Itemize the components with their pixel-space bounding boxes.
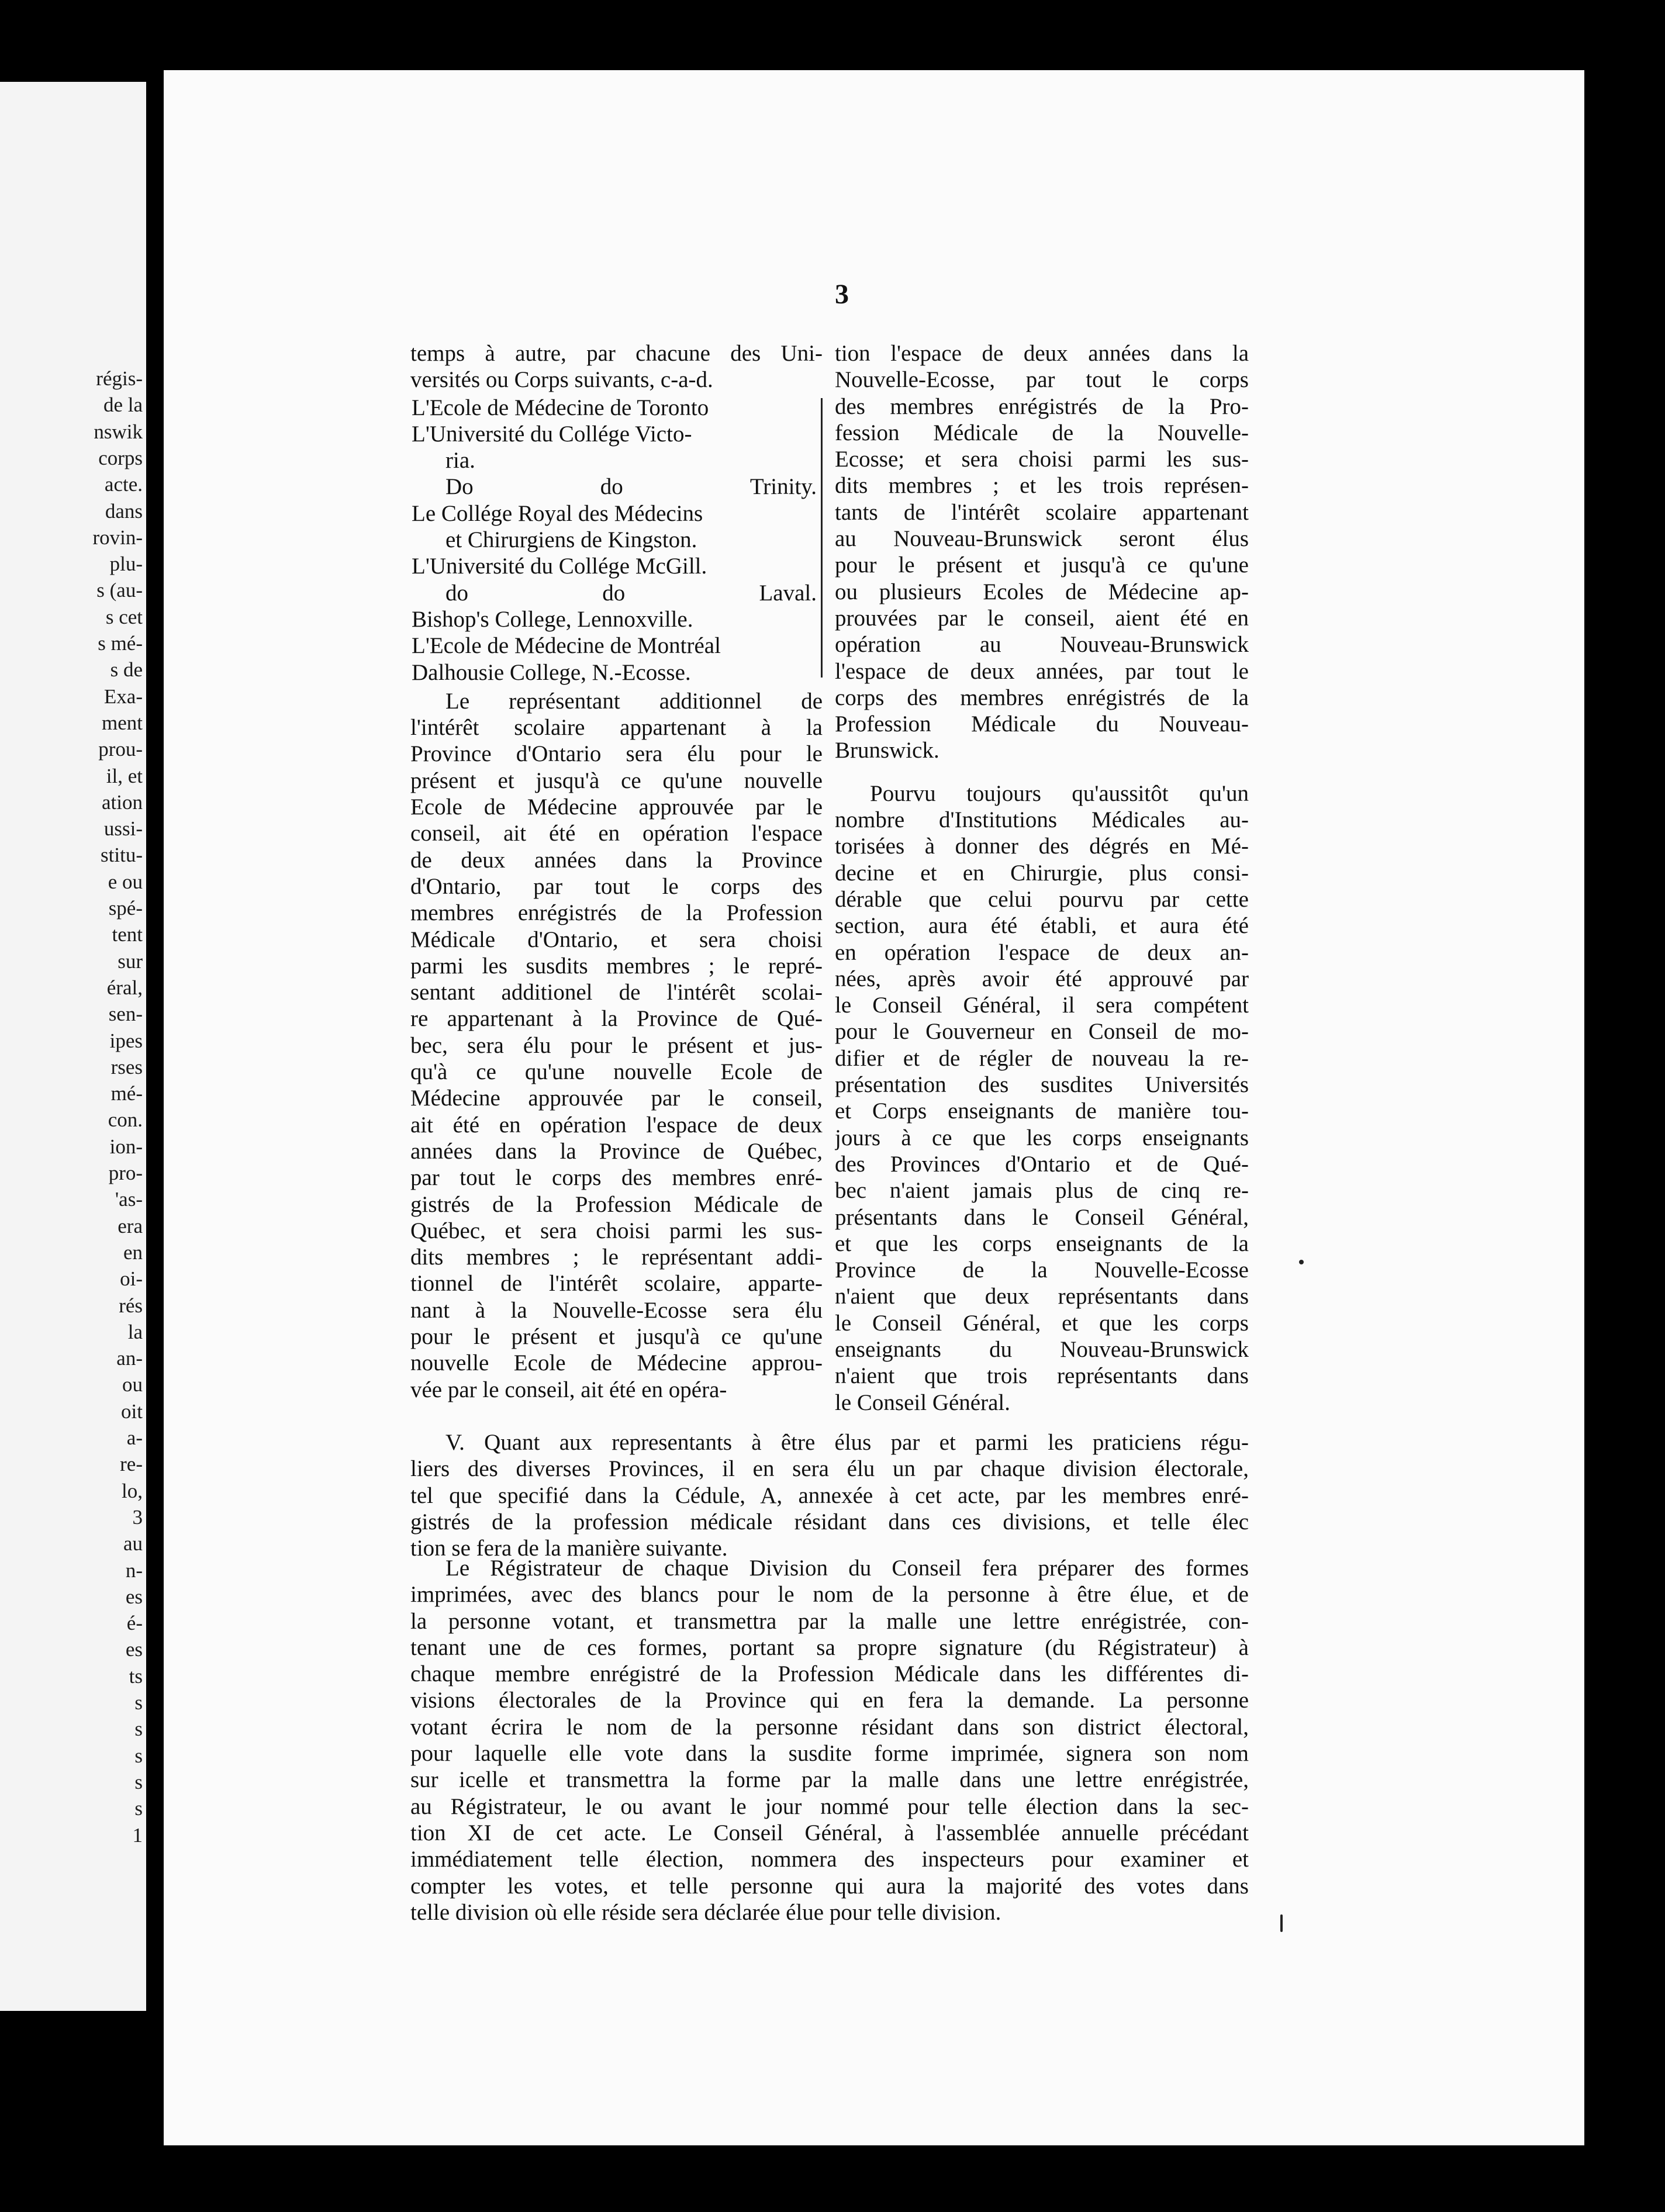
text-line: Province de la Nouvelle-Ecosse xyxy=(835,1257,1249,1283)
facing-page-fragment: s cet xyxy=(105,605,143,628)
facing-page-fragment: dans xyxy=(105,499,143,523)
text-line: pour le Gouverneur en Conseil de mo- xyxy=(835,1019,1249,1045)
text-line: nouvelle Ecole de Médecine approu- xyxy=(410,1350,823,1376)
ditto-cell: do xyxy=(445,580,468,606)
text-line: nées, après avoir été approuvé par xyxy=(835,966,1249,991)
text-line: le Conseil Général. xyxy=(835,1390,1010,1415)
text-line: pour le présent et jusqu'à ce qu'une xyxy=(410,1323,823,1349)
text-line: enseignants du Nouveau-Brunswick xyxy=(835,1336,1249,1362)
facing-page-fragment: s xyxy=(134,1717,143,1741)
text-line: gistrés de la profession médicale résidant dans ces divisions, et telle élec xyxy=(410,1509,1249,1534)
text-line: tion se fera de la manière suivante. xyxy=(410,1536,728,1561)
facing-page-fragment: sur xyxy=(118,949,143,973)
text-line: jours à ce que les corps enseignants xyxy=(835,1125,1249,1150)
facing-page-fragment: s mé- xyxy=(98,632,143,655)
text-line: n'aient que trois représentants dans xyxy=(835,1363,1249,1389)
text-line: bec, sera élu pour le présent et jus- xyxy=(410,1032,823,1058)
facing-page-fragment: a- xyxy=(126,1426,143,1449)
text-line: et que les corps enseignants de la xyxy=(835,1231,1249,1256)
speck xyxy=(1299,1260,1304,1264)
facing-page-fragment: re- xyxy=(120,1453,143,1476)
text-line: prouvées par le conseil, aient été en xyxy=(835,605,1249,631)
text-line: années dans la Province de Québec, xyxy=(410,1138,823,1164)
institution-list xyxy=(410,395,823,686)
text-line: imprimées, avec des blancs pour le nom de la personne à être élue, et de xyxy=(410,1582,1249,1608)
facing-page-fragment: oi- xyxy=(120,1267,143,1291)
page-number: 3 xyxy=(835,279,849,310)
text-line: vée par le conseil, ait été en opéra- xyxy=(410,1377,727,1402)
facing-page-fragment: ipes xyxy=(109,1029,143,1052)
facing-page-fragment: s xyxy=(134,1770,143,1793)
text-line: votant écrira le nom de la personne résidant dans son district électoral, xyxy=(410,1714,1249,1740)
facing-page-fragment: sen- xyxy=(108,1003,143,1026)
text-line: Province d'Ontario sera élu pour le xyxy=(410,741,823,767)
facing-page-fragment: s de xyxy=(110,658,143,682)
facing-page-fragment: stitu- xyxy=(101,844,143,867)
ditto-cell: Laval. xyxy=(759,580,817,606)
facing-page-fragment: é- xyxy=(126,1612,143,1635)
facing-page-fragment: e ou xyxy=(108,870,143,893)
scan-border xyxy=(1584,0,1665,2212)
institution-entry: ria. xyxy=(445,448,475,473)
institution-entry: L'Université du Collége McGill. xyxy=(412,554,707,579)
text-line: tel que specifié dans la Cédule, A, annexée à cet acte, par les membres enré- xyxy=(410,1482,1249,1508)
text-line: Québec, et sera choisi parmi les sus- xyxy=(410,1218,823,1243)
facing-page-fragment: mé- xyxy=(110,1082,143,1105)
text-line: des membres enrégistrés de la Pro- xyxy=(835,393,1249,419)
text-line: par tout le corps des membres enré- xyxy=(410,1165,823,1191)
facing-page-fragment: Exa- xyxy=(103,685,143,708)
text-line: l'intérêt scolaire appartenant à la xyxy=(410,715,823,741)
text-line: gistrés de la Profession Médicale de xyxy=(410,1191,823,1217)
binding-gutter xyxy=(146,0,164,2212)
facing-page-fragment: 'as- xyxy=(115,1188,143,1211)
text-line: tionnel de l'intérêt scolaire, apparte- xyxy=(410,1271,823,1297)
facing-page-fragment: au xyxy=(123,1532,143,1556)
text-line: le Conseil Général, et que les corps xyxy=(835,1310,1249,1336)
text-line: nombre d'Institutions Médicales au- xyxy=(835,807,1249,833)
facing-page-fragment: 1 xyxy=(132,1823,143,1847)
facing-page xyxy=(0,82,146,2011)
facing-page-fragment: ment xyxy=(102,711,143,734)
text-line: Médicale d'Ontario, et sera choisi xyxy=(410,927,823,952)
facing-page-fragment: era xyxy=(118,1214,143,1238)
facing-page-fragment: plu- xyxy=(109,552,143,576)
facing-page-fragment: ts xyxy=(129,1664,143,1688)
institution-entry: et Chirurgiens de Kingston. xyxy=(445,527,697,553)
text-line: dérable que celui pourvu par cette xyxy=(835,886,1249,912)
left-intro xyxy=(410,340,823,393)
ditto-cell: do xyxy=(600,474,623,500)
text-line: sur icelle et transmettra la forme par la malle dans une lettre enrégistrée, xyxy=(410,1767,1249,1793)
text-line: d'Ontario, par tout le corps des xyxy=(410,873,823,899)
institution-entry: L'Ecole de Médecine de Toronto xyxy=(412,395,709,420)
ditto-cell: Do xyxy=(445,474,474,500)
institution-entry xyxy=(410,580,823,606)
facing-page-fragment: s xyxy=(134,1797,143,1820)
text-line: corps des membres enrégistrés de la xyxy=(835,685,1249,710)
text-line: n'aient que deux représentants dans xyxy=(835,1284,1249,1309)
text-line: Profession Médicale du Nouveau- xyxy=(835,711,1249,737)
speck xyxy=(1280,1914,1283,1932)
text-line: Le Régistrateur de chaque Division du Conseil fera préparer des formes xyxy=(445,1556,1249,1581)
text-line: V. Quant aux representants à être élus par et parmi les praticiens régu- xyxy=(445,1430,1249,1455)
facing-page-fragment: prou- xyxy=(98,738,143,761)
institution-entry xyxy=(410,473,823,500)
text-line: ait été en opération l'espace de deux xyxy=(410,1112,823,1138)
institution-entry: Le Collége Royal des Médecins xyxy=(412,500,703,526)
text-line: decine et en Chirurgie, plus consi- xyxy=(835,860,1249,886)
institution-entry: Dalhousie College, N.-Ecosse. xyxy=(412,659,691,685)
facing-page-fragment: acte. xyxy=(104,473,143,496)
text-line: Médecine approuvée par le conseil, xyxy=(410,1086,823,1111)
facing-page-fragment: nswik xyxy=(94,420,143,443)
text-line: conseil, ait été en opération l'espace xyxy=(410,821,823,846)
text-line: Le représentant additionnel de xyxy=(445,688,823,714)
text-line: difier et de régler de nouveau la re- xyxy=(835,1045,1249,1071)
text-line: immédiatement telle élection, nommera des inspecteurs pour examiner et xyxy=(410,1847,1249,1872)
text-line: au Nouveau-Brunswick seront élus xyxy=(835,526,1249,552)
text-line: qu'à ce qu'une nouvelle Ecole de xyxy=(410,1059,823,1085)
facing-page-fragment: pro- xyxy=(108,1162,143,1184)
ditto-cell: Trinity. xyxy=(749,474,817,500)
text-line: compter les votes, et telle personne qui aura la majorité des votes dans xyxy=(410,1873,1249,1899)
text-line: pour laquelle elle vote dans la susdite forme imprimée, signera son nom xyxy=(410,1741,1249,1767)
text-line: tenant une de ces formes, portant sa propre signature (du Régistrateur) à xyxy=(410,1634,1249,1660)
text-line: tion l'espace de deux années dans la xyxy=(835,341,1249,366)
facing-page-fragment: lo, xyxy=(122,1479,143,1502)
facing-page-fragment: spé- xyxy=(108,897,143,920)
text-line: torisées à donner des dégrés en Mé- xyxy=(835,834,1249,859)
text-line: nant à la Nouvelle-Ecosse sera élu xyxy=(410,1297,823,1323)
text-line: ou plusieurs Ecoles de Médecine ap- xyxy=(835,579,1249,604)
text-line: pour le présent et jusqu'à ce qu'une xyxy=(835,552,1249,578)
text-line: Ecole de Médecine approuvée par le xyxy=(410,794,823,820)
text-line: Brunswick. xyxy=(835,738,939,763)
text-line: présent et jusqu'à ce qu'une nouvelle xyxy=(410,768,823,793)
text-line: re appartenant à la Province de Qué- xyxy=(410,1006,823,1032)
text-line: des Provinces d'Ontario et de Qué- xyxy=(835,1151,1249,1177)
text-line: section, aura été établi, et aura été xyxy=(835,913,1249,939)
text-line: membres enrégistrés de la Profession xyxy=(410,900,823,926)
text-line: de deux années dans la Province xyxy=(410,847,823,873)
text-line: bec n'aient jamais plus de cinq re- xyxy=(835,1178,1249,1204)
right-column xyxy=(835,340,1249,1416)
text-line: et Corps enseignants de manière tou- xyxy=(835,1098,1249,1124)
registrar-paragraph xyxy=(410,1555,1249,1926)
right-paragraph-2 xyxy=(835,780,1249,1416)
text-line: versités ou Corps suivants, c-a-d. xyxy=(410,367,713,393)
facing-page-fragment: de la xyxy=(103,393,143,417)
text-line: liers des diverses Provinces, il en sera élu un par chaque division électorale, xyxy=(410,1456,1249,1482)
institution-entry: L'Ecole de Médecine de Montréal xyxy=(412,633,721,659)
facing-page-fragment: tent xyxy=(112,923,143,946)
text-line: l'espace de deux années, par tout le xyxy=(835,658,1249,684)
text-line: sentant additionel de l'intérêt scolai- xyxy=(410,980,823,1005)
text-line: Nouvelle-Ecosse, par tout le corps xyxy=(835,367,1249,393)
text-line: Ecosse; et sera choisi parmi les sus- xyxy=(835,447,1249,472)
facing-page-fragment: rés xyxy=(119,1294,143,1317)
text-line: la personne votant, et transmettra par la malle une lettre enrégistrée, con- xyxy=(410,1608,1249,1634)
text-line: en opération l'espace de deux an- xyxy=(835,939,1249,965)
facing-page-fragment: en xyxy=(123,1240,143,1264)
facing-page-fragment: corps xyxy=(98,446,143,469)
ditto-cell: do xyxy=(602,580,626,606)
text-line: fession Médicale de la Nouvelle- xyxy=(835,420,1249,445)
facing-page-fragment: es xyxy=(125,1638,143,1661)
text-line: dits membres ; et les trois représen- xyxy=(835,473,1249,499)
section-v xyxy=(410,1429,1249,1561)
facing-page-fragment: ion- xyxy=(109,1135,143,1158)
facing-page-fragment: an- xyxy=(116,1347,143,1370)
text-line: parmi les susdits membres ; le repré- xyxy=(410,953,823,979)
left-column xyxy=(410,340,823,1403)
facing-page-fragment: ou xyxy=(122,1373,143,1397)
facing-page-fragment: s xyxy=(134,1744,143,1767)
text-line: présentants dans le Conseil Général, xyxy=(835,1204,1249,1230)
left-paragraph xyxy=(410,688,823,1403)
text-line: dits membres ; le représentant addi- xyxy=(410,1245,823,1270)
facing-page-fragment: es xyxy=(125,1585,143,1608)
facing-page-fragment: rses xyxy=(110,1055,143,1079)
facing-page-fragment: la xyxy=(127,1320,143,1343)
text-line: tants de l'intérêt scolaire appartenant xyxy=(835,499,1249,525)
facing-page-fragment: 3 xyxy=(132,1505,143,1529)
text-line: tion XI de cet acte. Le Conseil Général, à l'assemblée annuelle précédant xyxy=(410,1820,1249,1845)
text-line: Pourvu toujours qu'aussitôt qu'un xyxy=(870,780,1249,806)
facing-page-fragment: il, et xyxy=(106,764,143,787)
text-line: le Conseil Général, il sera compétent xyxy=(835,993,1249,1018)
document-page xyxy=(164,70,1584,2145)
facing-page-fragment: s (au- xyxy=(96,579,143,602)
right-paragraph-1 xyxy=(835,340,1249,764)
text-line: temps à autre, par chacune des Uni- xyxy=(410,341,823,366)
text-line: visions électorales de la Province qui en fera la demande. La personne xyxy=(410,1688,1249,1713)
text-line: présentation des susdites Universités xyxy=(835,1072,1249,1098)
institution-entry: L'Université du Collége Victo- xyxy=(412,421,692,447)
facing-page-fragment: ussi- xyxy=(103,817,143,841)
brace xyxy=(813,398,823,678)
facing-page-fragment: rovin- xyxy=(92,526,143,549)
institution-entry: Bishop's College, Lennoxville. xyxy=(412,606,693,632)
facing-page-fragment: s xyxy=(134,1691,143,1714)
facing-page-fragment: ation xyxy=(102,790,143,814)
text-line: opération au Nouveau-Brunswick xyxy=(835,632,1249,658)
text-line: au Régistrateur, le ou avant le jour nommé pour telle élection dans la sec- xyxy=(410,1793,1249,1819)
text-line: telle division où elle réside sera déclarée élue pour telle division. xyxy=(410,1899,1001,1925)
facing-page-fragment: con. xyxy=(108,1108,143,1132)
facing-page-fragment: éral, xyxy=(106,976,143,999)
facing-page-fragment: n- xyxy=(125,1558,143,1582)
facing-page-fragment: régis- xyxy=(96,367,143,390)
text-line: chaque membre enrégistré de la Profession Médicale dans les différentes di- xyxy=(410,1661,1249,1687)
facing-page-fragment: oit xyxy=(121,1399,143,1423)
